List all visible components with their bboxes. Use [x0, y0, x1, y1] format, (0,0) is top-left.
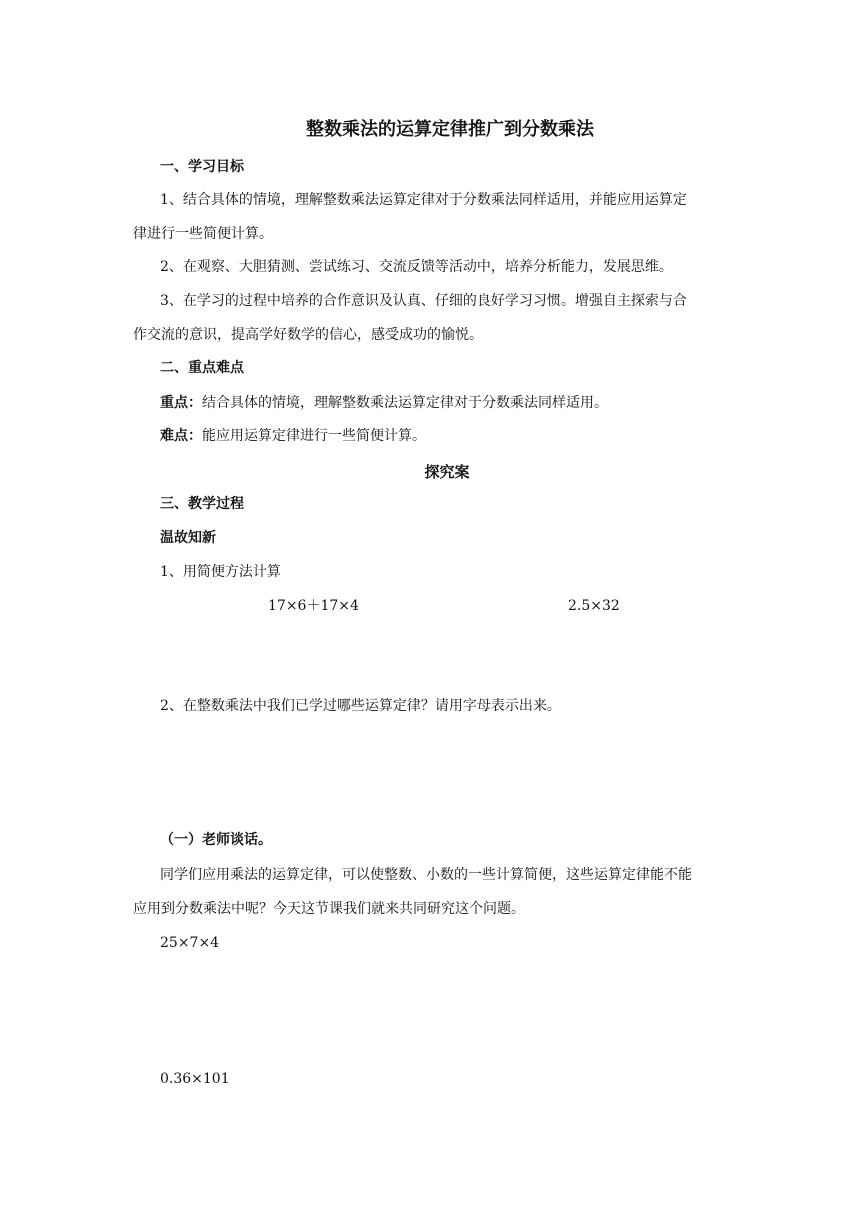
goal-2: 2、在观察、大胆猜测、尝试练习、交流反馈等活动中，培养分析能力，发展思维。 [160, 259, 673, 275]
explore-title: 探究案 [424, 463, 470, 481]
goal-3-line-2: 作交流的意识，提高学好数学的信心，感受成功的愉悦。 [133, 327, 483, 343]
expression-1: 17×6＋17×4 [268, 598, 359, 614]
difficult-point [160, 427, 426, 445]
key-point-text: 结合具体的情境，理解整数乘法运算定律对于分数乘法同样适用。 [202, 395, 608, 411]
goals-heading: 一、学习目标 [160, 159, 244, 175]
expression-3: 25×7×4 [160, 935, 220, 951]
key-difficult-heading: 二、重点难点 [160, 360, 244, 376]
document-title: 整数乘法的运算定律推广到分数乘法 [306, 119, 594, 140]
difficult-point-text: 能应用运算定律进行一些简便计算。 [202, 428, 426, 444]
question-1: 1、用简便方法计算 [160, 564, 281, 580]
goal-3-line-1: 3、在学习的过程中培养的合作意识及认真、仔细的良好学习习惯。增强自主探索与合 [160, 293, 687, 309]
difficult-point-label: 难点： [160, 428, 202, 444]
goal-1-line-2: 律进行一些简便计算。 [133, 226, 273, 242]
talk-line-2: 应用到分数乘法中呢？今天这节课我们就来共同研究这个问题。 [133, 901, 525, 917]
key-point [160, 394, 608, 412]
process-heading: 三、教学过程 [160, 496, 244, 512]
review-heading: 温故知新 [160, 530, 216, 546]
talk-line-1: 同学们应用乘法的运算定律，可以使整数、小数的一些计算简便，这些运算定律能不能 [160, 867, 692, 883]
teacher-talk-heading: （一）老师谈话。 [160, 832, 272, 848]
key-point-label: 重点： [160, 395, 202, 411]
expression-2: 2.5×32 [568, 598, 620, 614]
question-2: 2、在整数乘法中我们已学过哪些运算定律？请用字母表示出来。 [160, 698, 561, 714]
goal-1-line-1: 1、结合具体的情境，理解整数乘法运算定律对于分数乘法同样适用，并能应用运算定 [160, 192, 687, 208]
expression-4: 0.36×101 [160, 1071, 230, 1087]
